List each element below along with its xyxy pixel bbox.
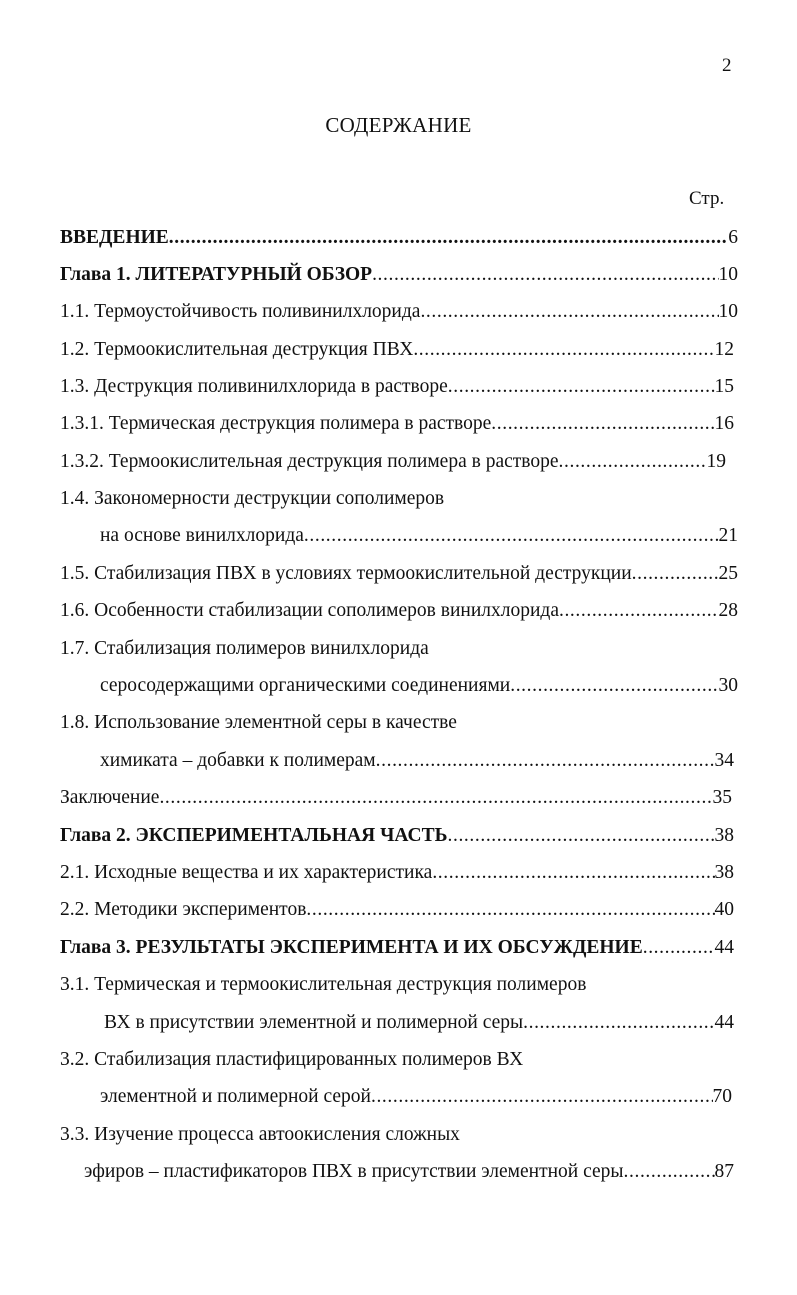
toc-entry-1-3 (60, 373, 734, 401)
toc-leader-dots (169, 224, 728, 252)
toc-entry-title: 2.1. Исходные вещества и их характеристика (60, 862, 433, 883)
toc-entry-page: 40 (714, 899, 734, 920)
toc-leader-dots (432, 859, 714, 887)
toc-entry-title: Глава 3. РЕЗУЛЬТАТЫ ЭКСПЕРИМЕНТА И ИХ ОБСУЖДЕНИЕ (60, 937, 643, 958)
toc-leader-dots (632, 560, 719, 588)
toc-entry-page: 70 (712, 1086, 732, 1107)
toc-entry-1-1 (60, 298, 738, 326)
toc-leader-dots (448, 822, 715, 850)
toc-entry-3-1-continued (104, 1009, 734, 1037)
toc-entry-title: 1.6. Особенности стабилизации сополимеров винилхлорида (60, 600, 559, 621)
toc-entry-1-3-1 (60, 410, 734, 438)
toc-entry-title: 1.7. Стабилизация полимеров винилхлорида (60, 638, 429, 659)
toc-entry-title: 1.8. Использование элементной серы в качестве (60, 712, 457, 733)
toc-entry-title: 1.3. Деструкция поливинилхлорида в растворе (60, 376, 448, 397)
toc-entry-1-4-continued (100, 522, 738, 550)
toc-leader-dots (448, 373, 715, 401)
toc-entry-page: 38 (714, 825, 734, 846)
toc-entry-title: Глава 2. ЭКСПЕРИМЕНТАЛЬНАЯ ЧАСТЬ (60, 825, 448, 846)
toc-entry-title: 1.5. Стабилизация ПВХ в условиях термоокислительной деструкции (60, 563, 632, 584)
toc-entry-title: элементной и полимерной серой (100, 1086, 371, 1107)
toc-entry-page: 38 (714, 862, 734, 883)
toc-entry-page: 34 (714, 750, 734, 771)
toc-entry-chapter-1 (60, 261, 738, 289)
toc-leader-dots (420, 298, 718, 326)
toc-leader-dots (159, 784, 712, 812)
toc-leader-dots (559, 597, 719, 625)
toc-entry-page: 25 (718, 563, 738, 584)
toc-entry-title: 1.3.1. Термическая деструкция полимера в растворе (60, 413, 492, 434)
toc-entry-page: 19 (706, 451, 726, 472)
toc-entry-title: ВВЕДЕНИЕ (60, 227, 169, 248)
toc-entry-title: 3.3. Изучение процесса автоокисления сложных (60, 1124, 460, 1145)
toc-entry-1-7 (60, 635, 738, 663)
toc-entry-3-3 (60, 1121, 738, 1149)
toc-entry-1-5 (60, 560, 738, 588)
toc-entry-3-2-continued (100, 1083, 732, 1111)
toc-leader-dots (304, 522, 719, 550)
toc-entry-title: серосодержащими органическими соединениями (100, 675, 511, 696)
toc-entry-1-8-continued (100, 747, 734, 775)
toc-entry-1-7-continued (100, 672, 738, 700)
toc-leader-dots (523, 1009, 714, 1037)
toc-entry-1-6 (60, 597, 738, 625)
toc-entry-1-4 (60, 485, 738, 513)
toc-leader-dots (491, 410, 714, 438)
toc-entry-title: 1.2. Термоокислительная деструкция ПВХ (60, 339, 414, 360)
toc-entry-3-2 (60, 1046, 738, 1074)
page-column-label: Стр. (689, 188, 725, 209)
toc-entry-title: 3.1. Термическая и термоокислительная деструкция полимеров (60, 974, 587, 995)
toc-leader-dots (376, 747, 715, 775)
toc-entry-page: 10 (718, 264, 738, 285)
toc-entry-title: эфиров – пластификаторов ПВХ в присутствии элементной серы (84, 1161, 624, 1182)
toc-entry-page: 15 (714, 376, 734, 397)
toc-entry-page: 10 (718, 301, 738, 322)
toc-entry-2-2 (60, 896, 734, 924)
toc-entry-title: 1.4. Закономерности деструкции сополимеров (60, 488, 445, 509)
toc-entry-title: 2.2. Методики экспериментов (60, 899, 307, 920)
toc-entry-page: 6 (728, 227, 738, 248)
toc-entry-title: 3.2. Стабилизация пластифицированных полимеров ВХ (60, 1049, 524, 1070)
toc-entry-page: 30 (718, 675, 738, 696)
toc-entry-3-3-continued (84, 1158, 734, 1186)
toc-entry-title: химиката – добавки к полимерам (100, 750, 376, 771)
toc-entry-introduction (60, 224, 738, 252)
page-title: СОДЕРЖАНИЕ (325, 113, 472, 137)
toc-entry-1-8 (60, 709, 738, 737)
toc-leader-dots (371, 1083, 713, 1111)
toc-entry-title: на основе винилхлорида (100, 525, 304, 546)
toc-entry-page: 21 (718, 525, 738, 546)
toc-entry-1-2 (60, 336, 734, 364)
page-number: 2 (722, 55, 732, 76)
toc-entry-page: 44 (714, 1012, 734, 1033)
toc-entry-title: 1.3.2. Термоокислительная деструкция полимера в растворе (60, 451, 559, 472)
toc-entry-page: 87 (714, 1161, 734, 1182)
toc-leader-dots (413, 336, 714, 364)
toc-entry-title: Глава 1. ЛИТЕРАТУРНЫЙ ОБЗОР (60, 264, 373, 285)
toc-entry-1-3-2 (60, 448, 726, 476)
toc-entry-title: Заключение (60, 787, 160, 808)
toc-leader-dots (643, 934, 715, 962)
toc-entry-page: 16 (714, 413, 734, 434)
toc-entry-3-1 (60, 971, 738, 999)
toc-entry-page: 44 (714, 937, 734, 958)
toc-entry-title: 1.1. Термоустойчивость поливинилхлорида (60, 301, 421, 322)
toc-entry-page: 35 (712, 787, 732, 808)
toc-leader-dots (510, 672, 718, 700)
toc-leader-dots (559, 448, 707, 476)
toc-leader-dots (624, 1158, 715, 1186)
toc-entry-2-1 (60, 859, 734, 887)
toc-entry-chapter-2 (60, 822, 734, 850)
toc-entry-page: 28 (718, 600, 738, 621)
toc-entry-title: ВХ в присутствии элементной и полимерной серы (104, 1012, 524, 1033)
toc-leader-dots (372, 261, 718, 289)
toc-leader-dots (306, 896, 714, 924)
toc-entry-page: 12 (714, 339, 734, 360)
toc-entry-conclusion (60, 784, 732, 812)
toc-entry-chapter-3 (60, 934, 734, 962)
